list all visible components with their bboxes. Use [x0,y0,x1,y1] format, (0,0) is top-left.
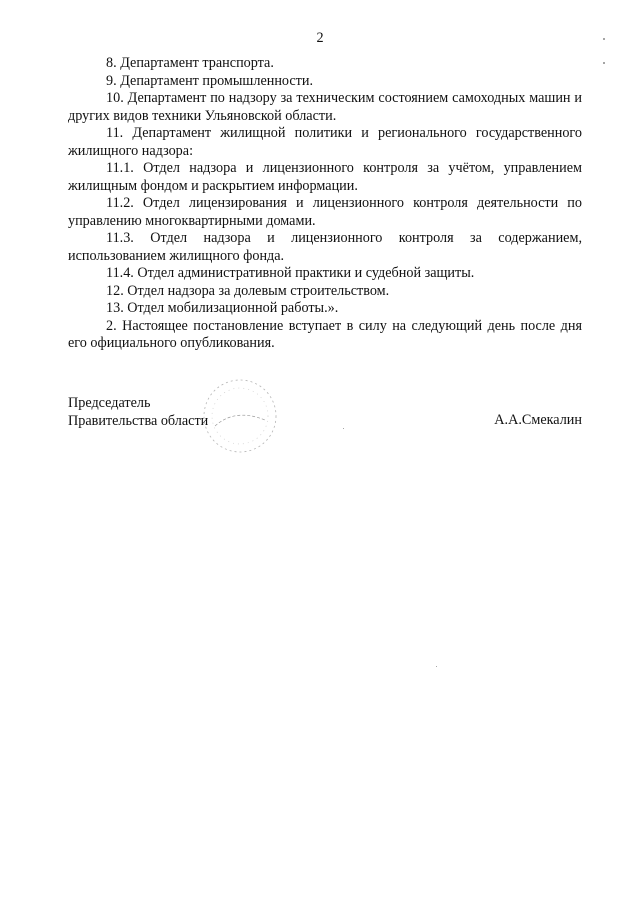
paragraph: 2. Настоящее постановление вступает в силу на следующий день после дня его официального опубликования. [68,317,582,351]
page-number: 2 [316,30,324,46]
signer-name: А.А.Смекалин [494,412,582,428]
paragraph: 9. Департамент промышленности. [106,72,314,89]
scan-speck [343,428,344,429]
paragraph: 11. Департамент жилищной политики и регионального государственного жилищного надзора: [68,125,582,159]
signer-title-line1: Председатель [68,395,151,411]
scan-speck [436,666,437,667]
paragraph: 11.4. Отдел административной практики и судебной защиты. [106,265,475,281]
seal-stamp-icon [195,368,285,463]
paragraph: 8. Департамент транспорта. [106,55,274,71]
scan-speck [603,62,605,64]
paragraph: 13. Отдел мобилизационной работы.». [106,300,339,316]
paragraph: 11.3. Отдел надзора и лицензионного контроля за содержанием, использованием жилищного фонда. [68,230,582,264]
signature-block [68,395,208,430]
paragraph: 12. Отдел надзора за долевым строительством. [106,282,390,299]
paragraph: 11.2. Отдел лицензирования и лицензионного контроля деятельности по управлению многоквартирными домами. [68,195,582,229]
scan-speck [603,38,605,40]
document-body [68,55,582,353]
paragraph: 10. Департамент по надзору за техническим состоянием самоходных машин и других видов техники Ульяновской области. [68,90,582,124]
paragraph: 11.1. Отдел надзора и лицензионного контроля за учётом, управлением жилищным фондом и раскрытием информации. [68,160,582,194]
signer-title-line2: Правительства области [68,412,209,429]
